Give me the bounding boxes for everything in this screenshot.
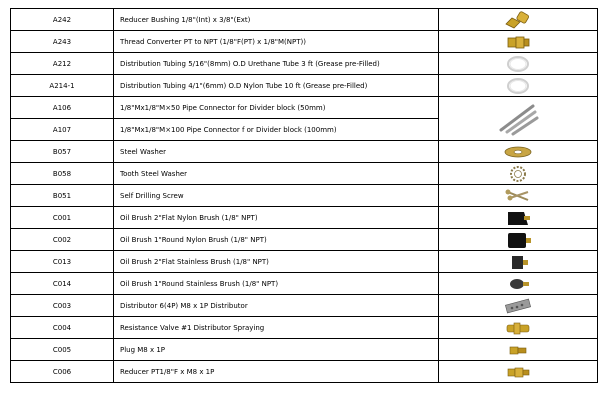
part-description: Distribution Tubing 4/1"(6mm) O.D Nylon Tube 10 ft (Grease pre-Filled) (114, 75, 439, 97)
table-row (11, 251, 598, 273)
part-code: A212 (11, 53, 114, 75)
part-image-cell (439, 229, 598, 251)
round-nylon-brush-icon (498, 230, 538, 250)
table-row (11, 53, 598, 75)
part-description: Thread Converter PT to NPT (1/8"F(PT) x 1/8"M(NPT)) (114, 31, 439, 53)
part-image-cell (439, 9, 598, 31)
part-code: A242 (11, 9, 114, 31)
table-row (11, 141, 598, 163)
flat-nylon-brush-icon (498, 208, 538, 228)
part-code: C014 (11, 273, 114, 295)
part-image-cell (439, 317, 598, 339)
table-row (11, 207, 598, 229)
brass-thread-converter-icon (498, 32, 538, 52)
steel-washer-icon (498, 142, 538, 162)
table-row (11, 163, 598, 185)
steel-pipes-icon (493, 100, 543, 138)
part-description: Reducer Bushing 1/8"(Int) x 3/8"(Ext) (114, 9, 439, 31)
part-image-cell (439, 185, 598, 207)
part-image-cell (439, 53, 598, 75)
part-description: Oil Brush 2"Flat Stainless Brush (1/8" NPT) (114, 251, 439, 273)
part-description: Resistance Valve #1 Distributor Spraying (114, 317, 439, 339)
part-description: Steel Washer (114, 141, 439, 163)
tooth-washer-icon (498, 164, 538, 184)
part-image-cell (439, 207, 598, 229)
part-image-cell (439, 141, 598, 163)
table-row (11, 229, 598, 251)
table-row (11, 97, 598, 119)
part-description: 1/8"Mx1/8"M×50 Pipe Connector for Divider block (50mm) (114, 97, 439, 119)
part-code: B058 (11, 163, 114, 185)
part-image-cell (439, 339, 598, 361)
part-image-cell (439, 295, 598, 317)
part-code: C004 (11, 317, 114, 339)
part-description: Distributor 6(4P) M8 x 1P Distributor (114, 295, 439, 317)
part-code: C005 (11, 339, 114, 361)
tube-coil-icon (498, 76, 538, 96)
table-row (11, 75, 598, 97)
part-description: Reducer PT1/8"F x M8 x 1P (114, 361, 439, 383)
table-row (11, 31, 598, 53)
parts-table (10, 8, 598, 383)
part-code: C006 (11, 361, 114, 383)
part-code: A106 (11, 97, 114, 119)
part-description: Distribution Tubing 5/16"(8mm) O.D Urethane Tube 3 ft (Grease pre-Filled) (114, 53, 439, 75)
part-description: 1/8"Mx1/8"M×100 Pipe Connector f or Divider block (100mm) (114, 119, 439, 141)
part-image-cell (439, 273, 598, 295)
part-description: Oil Brush 2"Flat Nylon Brush (1/8" NPT) (114, 207, 439, 229)
brass-reducer-icon (498, 362, 538, 382)
part-code: A243 (11, 31, 114, 53)
distributor-block-icon (498, 296, 538, 316)
table-row (11, 339, 598, 361)
brass-plug-icon (498, 340, 538, 360)
parts-list-page (10, 8, 588, 383)
table-row (11, 185, 598, 207)
round-stainless-brush-icon (498, 274, 538, 294)
part-description: Self Drilling Screw (114, 185, 439, 207)
part-image-cell (439, 251, 598, 273)
flat-stainless-brush-icon (498, 252, 538, 272)
table-row (11, 317, 598, 339)
part-code: B057 (11, 141, 114, 163)
resistance-valve-icon (498, 318, 538, 338)
part-description: Plug M8 x 1P (114, 339, 439, 361)
table-row (11, 361, 598, 383)
self-drilling-screws-icon (498, 186, 538, 206)
part-code: C001 (11, 207, 114, 229)
part-description: Oil Brush 1"Round Nylon Brush (1/8" NPT) (114, 229, 439, 251)
table-row (11, 9, 598, 31)
part-description: Tooth Steel Washer (114, 163, 439, 185)
part-description: Oil Brush 1"Round Stainless Brush (1/8" NPT) (114, 273, 439, 295)
part-code: C013 (11, 251, 114, 273)
brass-reducer-bushing-icon (498, 10, 538, 30)
table-row (11, 295, 598, 317)
part-code: B051 (11, 185, 114, 207)
part-image-cell (439, 361, 598, 383)
tube-coil-icon (498, 54, 538, 74)
part-image-cell (439, 31, 598, 53)
part-code: A214-1 (11, 75, 114, 97)
table-row (11, 273, 598, 295)
part-image-cell (439, 75, 598, 97)
part-code: C003 (11, 295, 114, 317)
part-code: C002 (11, 229, 114, 251)
part-image-cell (439, 97, 598, 141)
part-image-cell (439, 163, 598, 185)
part-code: A107 (11, 119, 114, 141)
